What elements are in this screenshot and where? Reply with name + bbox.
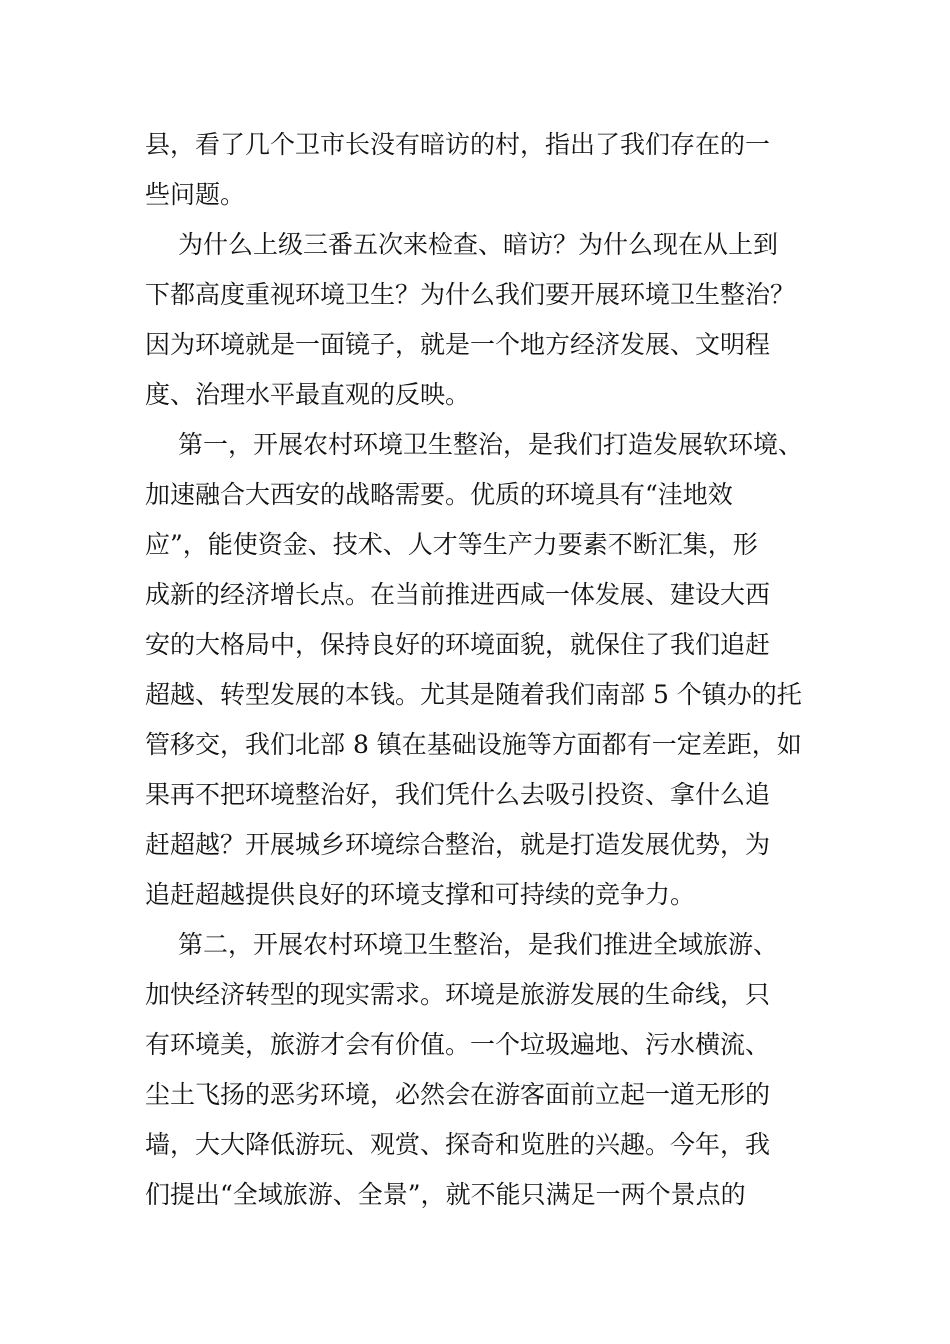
text-line: 安的大格局中，保持良好的环境面貌，就保住了我们追赶 bbox=[145, 630, 771, 659]
paragraph bbox=[145, 420, 810, 920]
text-line: 墙，大大降低游玩、观赏、探奇和览胜的兴趣。今年，我 bbox=[145, 1130, 771, 1159]
text-line: 下都高度重视环境卫生？为什么我们要开展环境卫生整治？ bbox=[145, 280, 796, 309]
text-line: 县，看了几个卫市长没有暗访的村，指出了我们存在的一 bbox=[145, 130, 771, 159]
text-line: 有环境美，旅游才会有价值。一个垃圾遍地、污水横流、 bbox=[145, 1030, 771, 1059]
text-line: 管移交，我们北部 8 镇在基础设施等方面都有一定差距，如 bbox=[145, 730, 802, 759]
text-line: 成新的经济增长点。在当前推进西咸一体发展、建设大西 bbox=[145, 580, 771, 609]
text-line: 赶超越？开展城乡环境综合整治，就是打造发展优势，为 bbox=[145, 830, 771, 859]
paragraph bbox=[145, 220, 810, 420]
text-line: 果再不把环境整治好，我们凭什么去吸引投资、拿什么追 bbox=[145, 780, 771, 809]
paragraph bbox=[145, 120, 810, 220]
text-line: 度、治理水平最直观的反映。 bbox=[145, 380, 471, 409]
text-line: 为什么上级三番五次来检查、暗访？为什么现在从上到 bbox=[178, 230, 779, 259]
text-line: 第一，开展农村环境卫生整治，是我们打造发展软环境、 bbox=[178, 430, 804, 459]
paragraph bbox=[145, 920, 810, 1220]
text-line: 超越、转型发展的本钱。尤其是随着我们南部 5 个镇办的托 bbox=[145, 680, 802, 709]
text-line: 追赶超越提供良好的环境支撑和可持续的竞争力。 bbox=[145, 880, 696, 909]
text-line: 应”，能使资金、技术、人才等生产力要素不断汇集，形 bbox=[145, 530, 758, 559]
text-line: 尘土飞扬的恶劣环境，必然会在游客面前立起一道无形的 bbox=[145, 1080, 771, 1109]
text-line: 第二，开展农村环境卫生整治，是我们推进全域旅游、 bbox=[178, 930, 779, 959]
text-line: 加速融合大西安的战略需要。优质的环境具有“洼地效 bbox=[145, 480, 733, 509]
body-text bbox=[145, 120, 810, 1220]
text-line: 因为环境就是一面镜子，就是一个地方经济发展、文明程 bbox=[145, 330, 771, 359]
text-line: 加快经济转型的现实需求。环境是旅游发展的生命线，只 bbox=[145, 980, 771, 1009]
text-line: 们提出“全域旅游、全景”，就不能只满足一两个景点的 bbox=[145, 1180, 746, 1209]
text-line: 些问题。 bbox=[145, 180, 246, 209]
